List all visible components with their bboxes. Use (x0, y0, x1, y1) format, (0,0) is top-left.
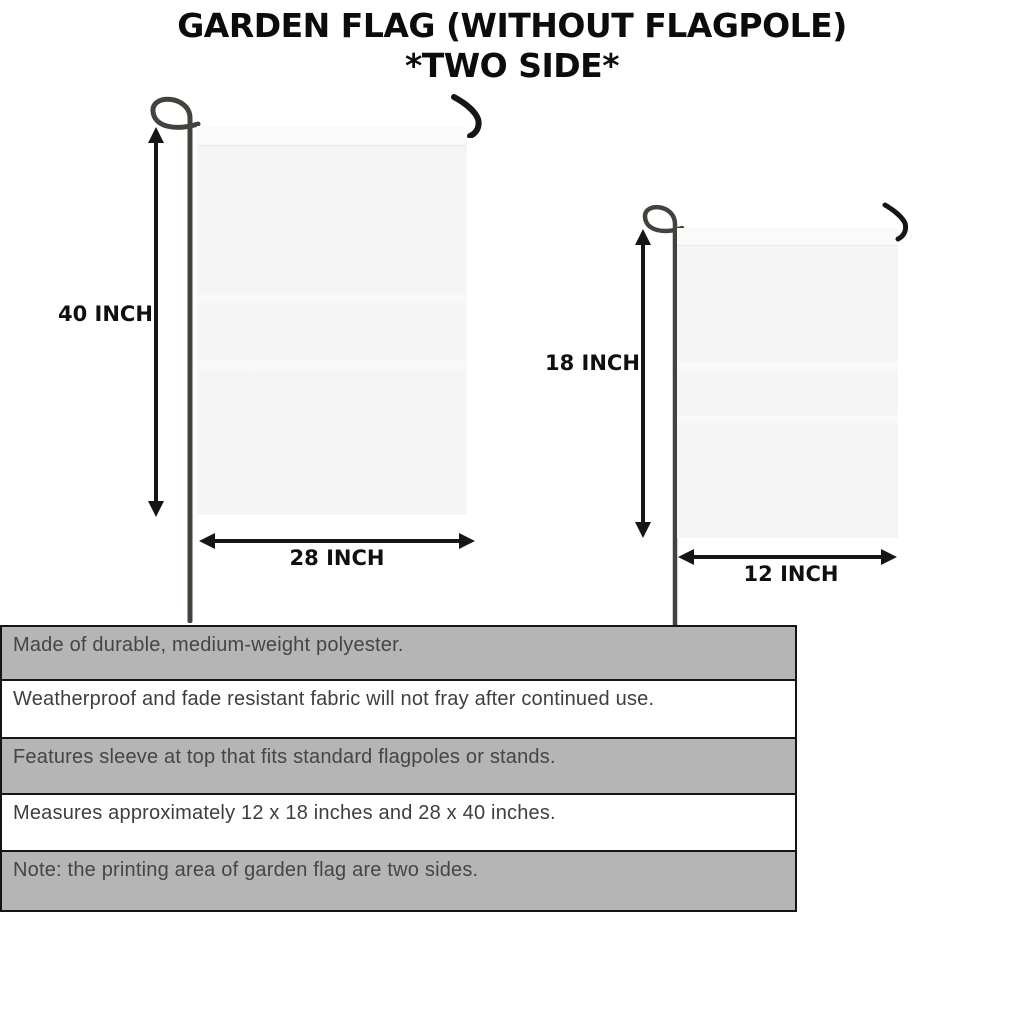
feature-row: Note: the printing area of garden flag are two sides. (2, 852, 795, 910)
page-subtitle: *TWO SIDE* (405, 46, 619, 85)
large-flag-canvas (197, 126, 467, 515)
feature-row: Features sleeve at top that fits standard flagpoles or stands. (2, 739, 795, 795)
large-width-label: 28 INCH (289, 546, 385, 570)
features-table (0, 625, 797, 912)
large-hanger-hook-icon (450, 94, 486, 138)
small-width-label: 12 INCH (743, 562, 839, 586)
small-height-arrow-icon (632, 228, 654, 539)
small-height-label: 18 INCH (545, 351, 640, 375)
feature-row: Made of durable, medium-weight polyester. (2, 627, 795, 681)
feature-row: Measures approximately 12 x 18 inches and 28 x 40 inches. (2, 795, 795, 852)
small-flag-sleeve (677, 228, 898, 246)
small-flag-canvas (677, 228, 898, 538)
page-title: GARDEN FLAG (WITHOUT FLAGPOLE) (177, 6, 847, 45)
small-hanger-hook-icon (882, 202, 912, 242)
large-height-label: 40 INCH (58, 302, 153, 326)
feature-row: Weatherproof and fade resistant fabric will not fray after continued use. (2, 681, 795, 739)
large-flag-sleeve (197, 126, 467, 146)
